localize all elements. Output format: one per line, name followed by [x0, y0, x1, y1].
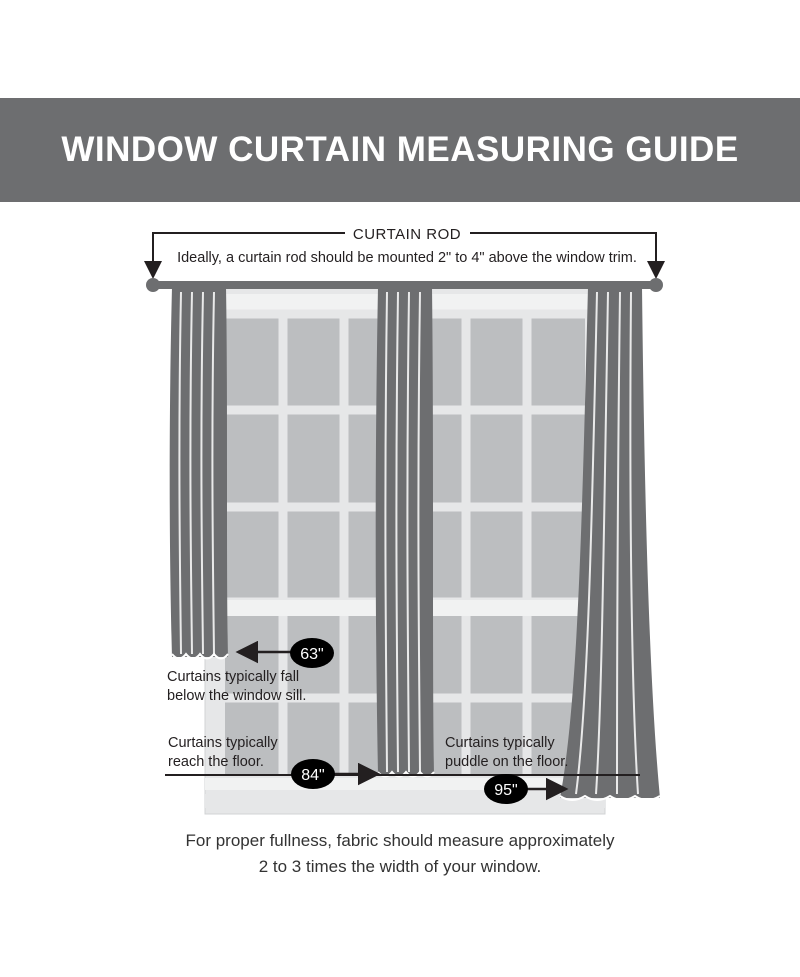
footer-line-2: 2 to 3 times the width of your window.: [258, 857, 542, 876]
curtain-panel-63: [170, 282, 228, 659]
page-title: WINDOW CURTAIN MEASURING GUIDE: [61, 130, 739, 169]
footer-line-1: For proper fullness, fabric should measure approximately: [185, 831, 615, 850]
badge-95-label: 95": [494, 782, 518, 799]
note-95-line2: puddle on the floor.: [445, 754, 569, 770]
header-banner: [0, 98, 800, 202]
note-84-line2: reach the floor.: [168, 754, 264, 770]
note-95-line1: Curtains typically: [445, 735, 555, 751]
note-63-line1: Curtains typically fall: [167, 669, 300, 685]
badge-84-label: 84": [301, 767, 325, 784]
footer-caption: [0, 828, 800, 880]
curtain-diagram: [0, 202, 800, 842]
curtain-rod-label: CURTAIN ROD: [352, 226, 462, 243]
curtain-rod-note: Ideally, a curtain rod should be mounted 2" to 4" above the window trim.: [177, 250, 637, 266]
note-63-line2: below the window sill.: [167, 688, 307, 704]
curtain-panel-84: [376, 282, 434, 777]
badge-63-label: 63": [300, 646, 324, 663]
note-84-line1: Curtains typically: [168, 735, 278, 751]
